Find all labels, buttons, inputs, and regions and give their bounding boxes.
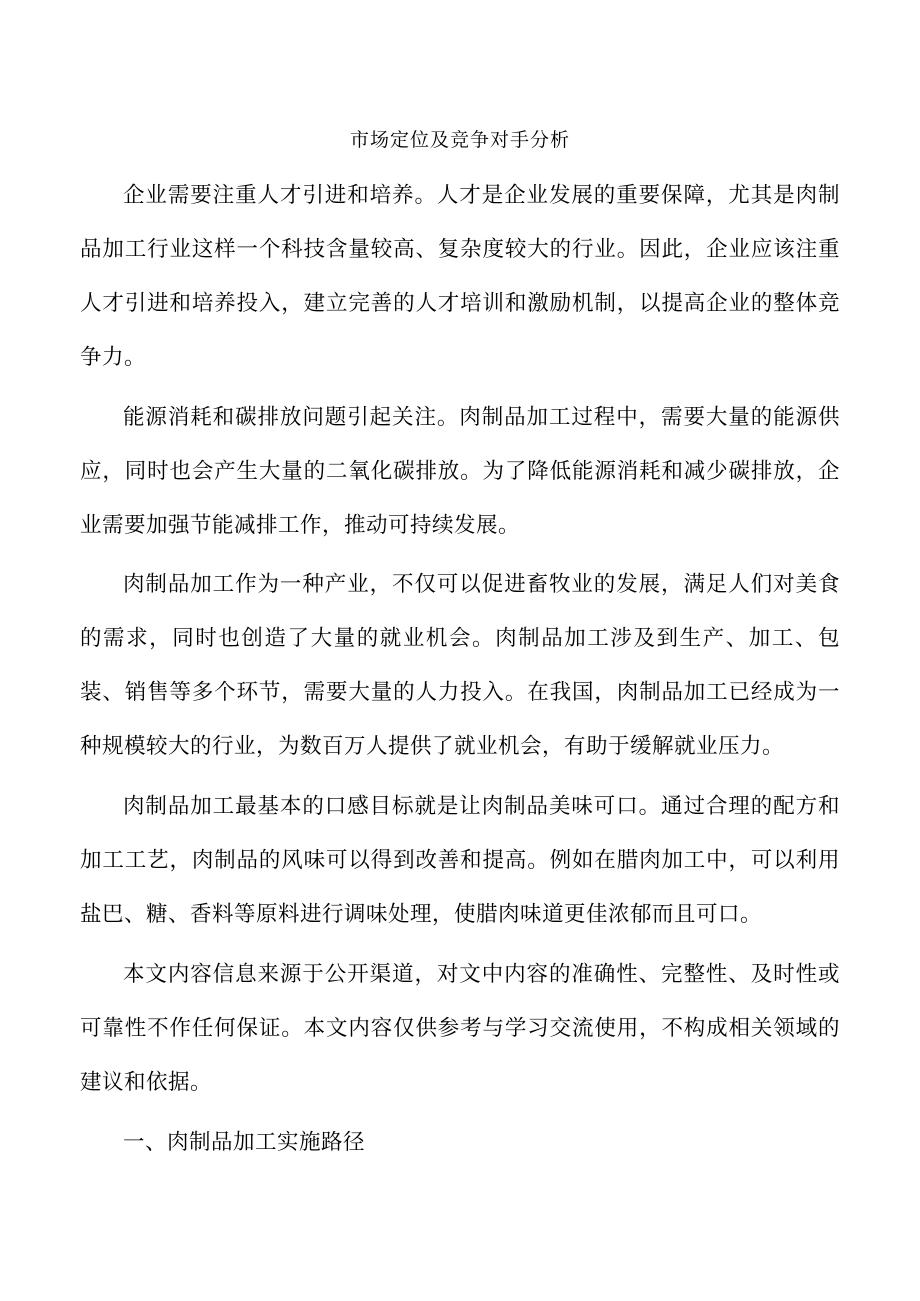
section-heading: 一、肉制品加工实施路径 [123,1130,366,1155]
paragraph-talent: 企业需要注重人才引进和培养。人才是企业发展的重要保障，尤其是肉制品加工行业这样一个科技含量较高、复杂度较大的行业。因此，企业应该注重人才引进和培养投入，建立完善的人才培训和激励机制，以提高企业的整体竞争力。 [80,183,840,370]
document-title: 市场定位及竞争对手分析 [349,129,570,151]
paragraph-employment: 肉制品加工作为一种产业，不仅可以促进畜牧业的发展，满足人们对美食的需求，同时也创造了大量的就业机会。肉制品加工涉及到生产、加工、包装、销售等多个环节，需要大量的人力投入。在我国，肉制品加工已经成为一种规模较大的行业，为数百万人提供了就业机会，有助于缓解就业压力。 [80,572,840,759]
paragraph-taste: 肉制品加工最基本的口感目标就是让肉制品美味可口。通过合理的配方和加工工艺，肉制品的风味可以得到改善和提高。例如在腊肉加工中，可以利用盐巴、糖、香料等原料进行调味处理，使腊肉味道更佳浓郁而且可口。 [80,794,840,927]
paragraph-energy: 能源消耗和碳排放问题引起关注。肉制品加工过程中，需要大量的能源供应，同时也会产生大量的二氧化碳排放。为了降低能源消耗和减少碳排放，企业需要加强节能减排工作，推动可持续发展。 [80,405,840,538]
paragraph-disclaimer: 本文内容信息来源于公开渠道，对文中内容的准确性、完整性、及时性或可靠性不作任何保证。本文内容仅供参考与学习交流使用，不构成相关领域的建议和依据。 [80,962,840,1095]
